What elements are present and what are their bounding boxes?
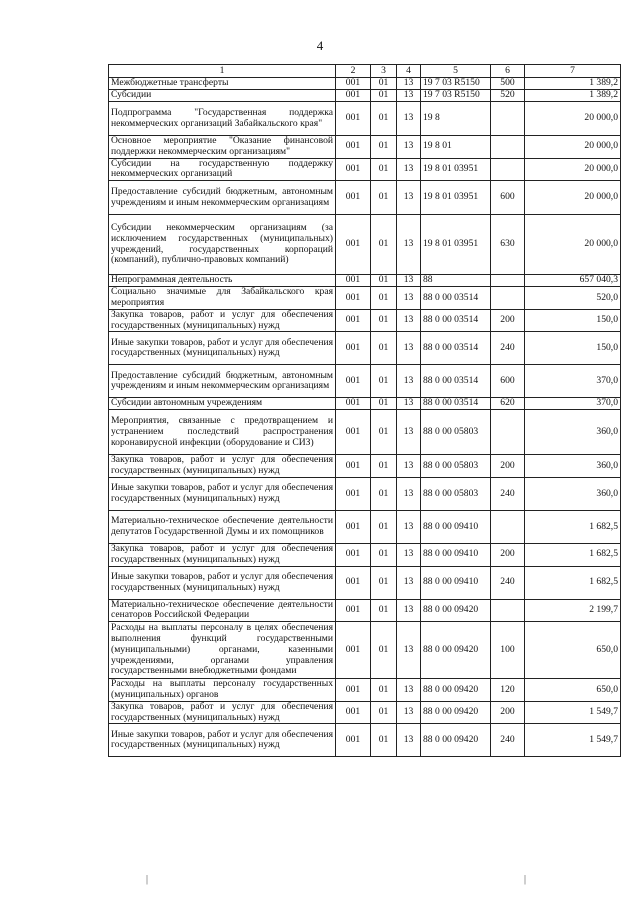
cell-col-6: 200 [491,701,525,724]
cell-col-5: 19 8 01 03951 [421,181,491,215]
cell-col-2: 001 [336,566,371,599]
row-name-cell: Субсидии некоммерческим организациям (за исключением государственных (муниципальных) учреждений, государственных корпораций (компаний), публично-правовых компаний) [109,215,336,275]
table-row [109,724,621,757]
cell-col-5: 88 0 00 09410 [421,566,491,599]
cell-col-7: 20 000,0 [525,136,621,159]
cell-col-5: 88 0 00 05803 [421,455,491,478]
cell-col-5: 88 0 00 09420 [421,679,491,702]
cell-col-4: 13 [397,701,421,724]
row-name-cell: Иные закупки товаров, работ и услуг для обеспечения государственных (муниципальных) нужд [109,332,336,365]
cell-col-7: 1 682,5 [525,543,621,566]
cell-col-3: 01 [371,332,397,365]
cell-col-7: 520,0 [525,287,621,310]
table-row [109,287,621,310]
cell-col-7: 1 549,7 [525,701,621,724]
cell-col-6: 120 [491,679,525,702]
cell-col-6 [491,410,525,455]
col-header-1: 1 [109,65,336,78]
row-name-cell: Иные закупки товаров, работ и услуг для обеспечения государственных (муниципальных) нужд [109,566,336,599]
cell-col-5: 88 0 00 09420 [421,622,491,679]
cell-col-3: 01 [371,724,397,757]
cell-col-7: 20 000,0 [525,102,621,136]
cell-col-4: 13 [397,543,421,566]
cell-col-6 [491,510,525,543]
cell-col-4: 13 [397,566,421,599]
cell-col-2: 001 [336,543,371,566]
cell-col-3: 01 [371,287,397,310]
row-name-cell: Расходы на выплаты персоналу государственных (муниципальных) органов [109,679,336,702]
cell-col-7: 1 682,5 [525,510,621,543]
cell-col-5: 88 0 00 09410 [421,510,491,543]
cell-col-2: 001 [336,78,371,90]
table-body [109,78,621,757]
cell-col-2: 001 [336,477,371,510]
cell-col-5: 19 8 01 [421,136,491,159]
cell-col-5: 19 8 01 03951 [421,158,491,181]
scan-mark-right: | [524,874,527,885]
cell-col-4: 13 [397,477,421,510]
cell-col-4: 13 [397,398,421,410]
cell-col-5: 88 0 00 03514 [421,398,491,410]
cell-col-4: 13 [397,679,421,702]
cell-col-7: 370,0 [525,398,621,410]
cell-col-2: 001 [336,599,371,622]
cell-col-6 [491,102,525,136]
cell-col-6: 600 [491,181,525,215]
table-row [109,309,621,332]
cell-col-3: 01 [371,455,397,478]
cell-col-5: 88 0 00 03514 [421,365,491,398]
row-name-cell: Закупка товаров, работ и услуг для обеспечения государственных (муниципальных) нужд [109,309,336,332]
cell-col-6 [491,136,525,159]
row-name-cell: Межбюджетные трансферты [109,78,336,90]
table-row [109,599,621,622]
cell-col-6: 200 [491,309,525,332]
cell-col-3: 01 [371,158,397,181]
cell-col-6: 200 [491,455,525,478]
cell-col-2: 001 [336,102,371,136]
cell-col-3: 01 [371,78,397,90]
table-row [109,332,621,365]
cell-col-6: 630 [491,215,525,275]
cell-col-6 [491,158,525,181]
cell-col-2: 001 [336,679,371,702]
cell-col-7: 370,0 [525,365,621,398]
row-name-cell: Подпрограмма "Государственная поддержка некоммерческих организаций Забайкальского края" [109,102,336,136]
row-name-cell: Закупка товаров, работ и услуг для обеспечения государственных (муниципальных) нужд [109,543,336,566]
row-name-cell: Социально значимые для Забайкальского края мероприятия [109,287,336,310]
cell-col-5: 88 0 00 09420 [421,599,491,622]
col-header-4: 4 [397,65,421,78]
row-name-cell: Мероприятия, связанные с предотвращением и устранением последствий распространения коронавирусной инфекции (оборудование и СИЗ) [109,410,336,455]
cell-col-4: 13 [397,158,421,181]
cell-col-3: 01 [371,566,397,599]
cell-col-5: 19 7 03 R5150 [421,90,491,102]
cell-col-6: 100 [491,622,525,679]
cell-col-7: 20 000,0 [525,215,621,275]
cell-col-5: 88 0 00 05803 [421,477,491,510]
cell-col-2: 001 [336,701,371,724]
cell-col-4: 13 [397,510,421,543]
table-row [109,78,621,90]
cell-col-3: 01 [371,309,397,332]
cell-col-7: 20 000,0 [525,181,621,215]
cell-col-2: 001 [336,398,371,410]
row-name-cell: Предоставление субсидий бюджетным, автономным учреждениям и иным некоммерческим организациям [109,365,336,398]
cell-col-5: 88 0 00 09410 [421,543,491,566]
cell-col-3: 01 [371,410,397,455]
col-header-5: 5 [421,65,491,78]
cell-col-2: 001 [336,181,371,215]
cell-col-3: 01 [371,365,397,398]
table-row [109,566,621,599]
cell-col-4: 13 [397,275,421,287]
cell-col-4: 13 [397,309,421,332]
col-header-7: 7 [525,65,621,78]
cell-col-3: 01 [371,90,397,102]
row-name-cell: Предоставление субсидий бюджетным, автономным учреждениям и иным некоммерческим организациям [109,181,336,215]
cell-col-2: 001 [336,136,371,159]
table-row [109,181,621,215]
col-header-3: 3 [371,65,397,78]
table-row [109,679,621,702]
table-row [109,275,621,287]
table-row [109,701,621,724]
row-name-cell: Закупка товаров, работ и услуг для обеспечения государственных (муниципальных) нужд [109,455,336,478]
table-row [109,477,621,510]
table-row [109,398,621,410]
cell-col-4: 13 [397,90,421,102]
cell-col-4: 13 [397,136,421,159]
cell-col-6: 620 [491,398,525,410]
row-name-cell: Непрограммная деятельность [109,275,336,287]
header-row [109,65,621,78]
cell-col-4: 13 [397,78,421,90]
cell-col-3: 01 [371,701,397,724]
cell-col-2: 001 [336,510,371,543]
cell-col-5: 19 8 [421,102,491,136]
cell-col-4: 13 [397,599,421,622]
row-name-cell: Иные закупки товаров, работ и услуг для обеспечения государственных (муниципальных) нужд [109,477,336,510]
table-row [109,455,621,478]
cell-col-4: 13 [397,410,421,455]
cell-col-2: 001 [336,724,371,757]
cell-col-3: 01 [371,398,397,410]
cell-col-2: 001 [336,365,371,398]
cell-col-4: 13 [397,724,421,757]
cell-col-7: 360,0 [525,455,621,478]
cell-col-7: 150,0 [525,332,621,365]
page-number: 4 [316,38,324,53]
scan-mark-left: | [146,874,149,885]
cell-col-7: 657 040,3 [525,275,621,287]
cell-col-6: 240 [491,332,525,365]
row-name-cell: Субсидии на государственную поддержку некоммерческих организаций [109,158,336,181]
cell-col-4: 13 [397,332,421,365]
cell-col-7: 20 000,0 [525,158,621,181]
cell-col-4: 13 [397,215,421,275]
cell-col-6 [491,275,525,287]
table-row [109,102,621,136]
row-name-cell: Иные закупки товаров, работ и услуг для обеспечения государственных (муниципальных) нужд [109,724,336,757]
cell-col-7: 360,0 [525,410,621,455]
row-name-cell: Субсидии [109,90,336,102]
cell-col-7: 650,0 [525,679,621,702]
cell-col-7: 1 389,2 [525,90,621,102]
cell-col-7: 1 389,2 [525,78,621,90]
table-row [109,622,621,679]
cell-col-3: 01 [371,181,397,215]
cell-col-3: 01 [371,599,397,622]
cell-col-7: 1 549,7 [525,724,621,757]
row-name-cell: Субсидии автономным учреждениям [109,398,336,410]
cell-col-2: 001 [336,215,371,275]
cell-col-4: 13 [397,365,421,398]
cell-col-6: 600 [491,365,525,398]
cell-col-3: 01 [371,102,397,136]
cell-col-4: 13 [397,181,421,215]
row-name-cell: Закупка товаров, работ и услуг для обеспечения государственных (муниципальных) нужд [109,701,336,724]
table-row [109,136,621,159]
table-row [109,510,621,543]
cell-col-3: 01 [371,477,397,510]
cell-col-6 [491,287,525,310]
cell-col-5: 88 0 00 03514 [421,287,491,310]
cell-col-7: 2 199,7 [525,599,621,622]
table-row [109,158,621,181]
budget-table [108,64,621,757]
cell-col-7: 150,0 [525,309,621,332]
cell-col-5: 88 0 00 09420 [421,724,491,757]
cell-col-7: 1 682,5 [525,566,621,599]
row-name-cell: Расходы на выплаты персоналу в целях обеспечения выполнения функций государственными (муниципальными) органами, казенными учреждениями, органами управления государственными внебюджетными фондами [109,622,336,679]
cell-col-7: 360,0 [525,477,621,510]
cell-col-2: 001 [336,309,371,332]
cell-col-3: 01 [371,510,397,543]
col-header-2: 2 [336,65,371,78]
cell-col-6: 240 [491,724,525,757]
cell-col-2: 001 [336,410,371,455]
cell-col-3: 01 [371,622,397,679]
cell-col-3: 01 [371,543,397,566]
cell-col-6 [491,599,525,622]
cell-col-6: 240 [491,477,525,510]
cell-col-4: 13 [397,287,421,310]
cell-col-4: 13 [397,102,421,136]
cell-col-2: 001 [336,287,371,310]
table-row [109,215,621,275]
cell-col-2: 001 [336,275,371,287]
row-name-cell: Основное мероприятие "Оказание финансовой поддержки некоммерческим организациям" [109,136,336,159]
cell-col-2: 001 [336,622,371,679]
cell-col-4: 13 [397,622,421,679]
cell-col-4: 13 [397,455,421,478]
cell-col-2: 001 [336,455,371,478]
cell-col-5: 88 0 00 09420 [421,701,491,724]
cell-col-6: 500 [491,78,525,90]
col-header-6: 6 [491,65,525,78]
cell-col-2: 001 [336,158,371,181]
cell-col-6: 200 [491,543,525,566]
cell-col-5: 19 7 03 R5150 [421,78,491,90]
cell-col-7: 650,0 [525,622,621,679]
cell-col-5: 88 [421,275,491,287]
table-row [109,410,621,455]
cell-col-5: 88 0 00 03514 [421,332,491,365]
cell-col-6: 520 [491,90,525,102]
table-row [109,543,621,566]
table-row [109,90,621,102]
cell-col-3: 01 [371,215,397,275]
cell-col-6: 240 [491,566,525,599]
cell-col-3: 01 [371,679,397,702]
cell-col-5: 88 0 00 05803 [421,410,491,455]
cell-col-3: 01 [371,275,397,287]
cell-col-2: 001 [336,90,371,102]
row-name-cell: Материально-техническое обеспечение деятельности депутатов Государственной Думы и их помощников [109,510,336,543]
row-name-cell: Материально-техническое обеспечение деятельности сенаторов Российской Федерации [109,599,336,622]
cell-col-2: 001 [336,332,371,365]
cell-col-3: 01 [371,136,397,159]
table-row [109,365,621,398]
cell-col-5: 88 0 00 03514 [421,309,491,332]
cell-col-5: 19 8 01 03951 [421,215,491,275]
